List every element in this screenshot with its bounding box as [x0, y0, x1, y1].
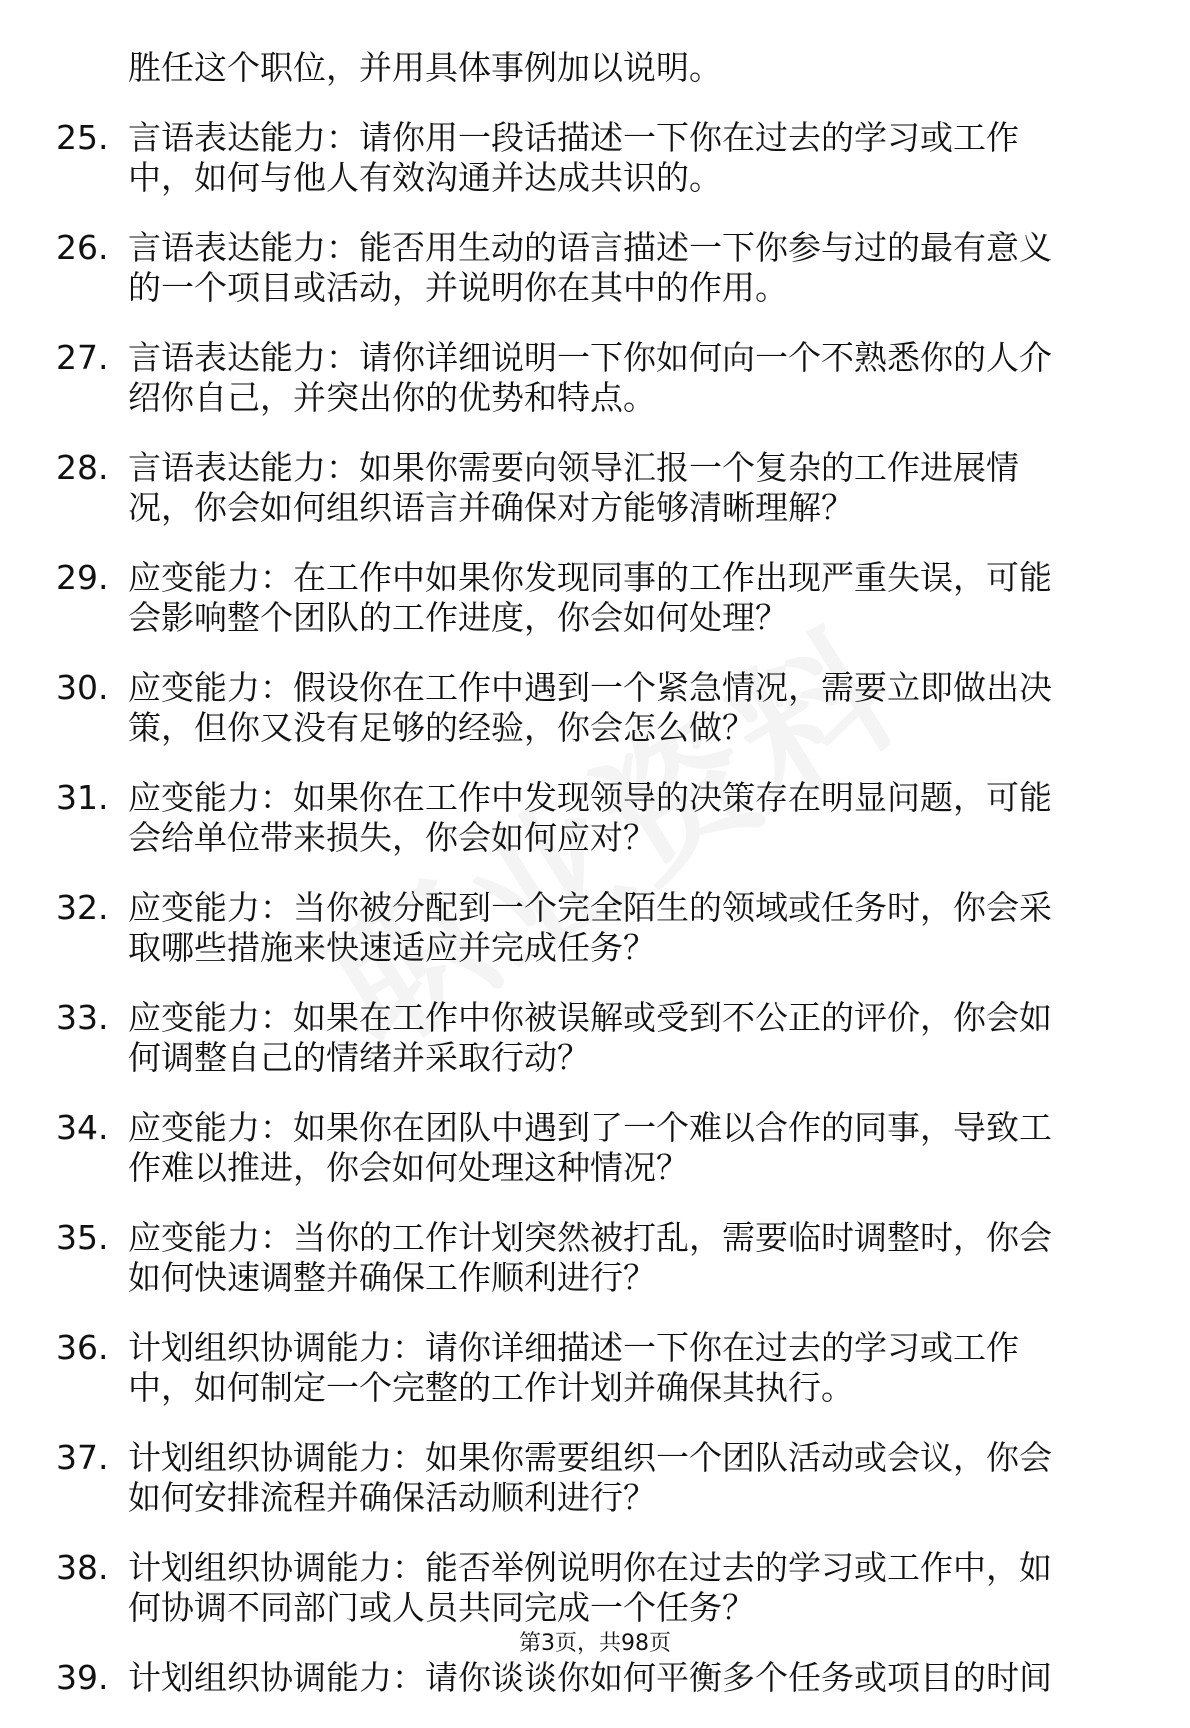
question-item [56, 448, 1116, 528]
question-text [128, 1218, 1116, 1298]
question-number: 30. [56, 668, 109, 707]
question-item [56, 1328, 1116, 1408]
question-text-line: 何调整自己的情绪并采取行动？ [128, 1038, 590, 1077]
question-text [128, 118, 1116, 198]
question-text-line: 何协调不同部门或人员共同完成一个任务？ [128, 1588, 755, 1627]
question-item [56, 118, 1116, 198]
question-text-line: 会影响整个团队的工作进度，你会如何处理？ [128, 598, 788, 637]
question-text-line: 应变能力：在工作中如果你发现同事的工作出现严重失误，可能 [128, 558, 1052, 597]
question-text-line: 会给单位带来损失，你会如何应对？ [128, 818, 656, 857]
question-item [56, 1108, 1116, 1188]
question-text [128, 558, 1116, 638]
question-number: 38. [56, 1548, 109, 1587]
question-text-line: 绍你自己，并突出你的优势和特点。 [128, 378, 656, 417]
question-item [56, 338, 1116, 418]
question-text-line: 取哪些措施来快速适应并完成任务？ [128, 928, 656, 967]
questions-container [56, 118, 1116, 1698]
question-item [56, 998, 1116, 1078]
question-number: 35. [56, 1218, 109, 1257]
question-text-line: 计划组织协调能力：请你谈谈你如何平衡多个任务或项目的时间 [128, 1658, 1052, 1697]
question-number: 37. [56, 1438, 109, 1477]
question-text-line: 应变能力：如果你在工作中发现领导的决策存在明显问题，可能 [128, 778, 1052, 817]
question-item [56, 1438, 1116, 1518]
question-item [56, 1658, 1116, 1698]
question-number: 26. [56, 228, 109, 267]
page-footer: 第3页，共98页 [519, 1631, 671, 1656]
question-text-line: 如何快速调整并确保工作顺利进行？ [128, 1258, 656, 1297]
question-text [128, 1438, 1116, 1518]
question-number: 34. [56, 1108, 109, 1147]
question-text [128, 888, 1116, 968]
question-item [56, 668, 1116, 748]
question-number: 25. [56, 118, 109, 157]
question-text-line: 应变能力：如果你在团队中遇到了一个难以合作的同事，导致工 [128, 1108, 1052, 1147]
question-text [128, 668, 1116, 748]
question-text [128, 1328, 1116, 1408]
question-text-line: 的一个项目或活动，并说明你在其中的作用。 [128, 268, 788, 307]
question-text [128, 998, 1116, 1078]
question-text-line: 应变能力：当你被分配到一个完全陌生的领域或任务时，你会采 [128, 888, 1052, 927]
question-text-line: 言语表达能力：请你用一段话描述一下你在过去的学习或工作 [128, 118, 1019, 157]
question-text-line: 中，如何与他人有效沟通并达成共识的。 [128, 158, 722, 197]
question-text-line: 言语表达能力：请你详细说明一下你如何向一个不熟悉你的人介 [128, 338, 1052, 377]
question-text-line: 策，但你又没有足够的经验，你会怎么做？ [128, 708, 755, 747]
question-text-line: 应变能力：假设你在工作中遇到一个紧急情况，需要立即做出决 [128, 668, 1052, 707]
question-number: 39. [56, 1658, 109, 1697]
question-text-line: 作难以推进，你会如何处理这种情况？ [128, 1148, 689, 1187]
question-item [56, 558, 1116, 638]
question-item [56, 778, 1116, 858]
question-text-line: 计划组织协调能力：如果你需要组织一个团队活动或会议，你会 [128, 1438, 1052, 1477]
question-number: 31. [56, 778, 109, 817]
question-text-line: 计划组织协调能力：请你详细描述一下你在过去的学习或工作 [128, 1328, 1019, 1367]
question-text [128, 448, 1116, 528]
question-number: 29. [56, 558, 109, 597]
question-text [128, 228, 1116, 308]
question-text-line: 言语表达能力：如果你需要向领导汇报一个复杂的工作进展情 [128, 448, 1019, 487]
question-text [128, 1548, 1116, 1628]
question-text [128, 1658, 1116, 1698]
question-number: 27. [56, 338, 109, 377]
question-item [56, 228, 1116, 308]
question-item [56, 888, 1116, 968]
question-text-line: 中，如何制定一个完整的工作计划并确保其执行。 [128, 1368, 854, 1407]
question-item [56, 1548, 1116, 1628]
question-number: 33. [56, 998, 109, 1037]
question-item [56, 1218, 1116, 1298]
question-list [56, 48, 1116, 1728]
question-text [128, 778, 1116, 858]
question-text-line: 言语表达能力：能否用生动的语言描述一下你参与过的最有意义 [128, 228, 1052, 267]
question-text-line: 应变能力：如果在工作中你被误解或受到不公正的评价，你会如 [128, 998, 1052, 1037]
continued-text: 胜任这个职位，并用具体事例加以说明。 [128, 48, 722, 87]
question-number: 32. [56, 888, 109, 927]
question-text-line: 计划组织协调能力：能否举例说明你在过去的学习或工作中，如 [128, 1548, 1052, 1587]
question-text-line: 况，你会如何组织语言并确保对方能够清晰理解？ [128, 488, 854, 527]
question-text [128, 1108, 1116, 1188]
question-text-line: 应变能力：当你的工作计划突然被打乱，需要临时调整时，你会 [128, 1218, 1052, 1257]
question-number: 36. [56, 1328, 109, 1367]
question-number: 28. [56, 448, 109, 487]
question-text [128, 338, 1116, 418]
question-text-line: 如何安排流程并确保活动顺利进行？ [128, 1478, 656, 1517]
